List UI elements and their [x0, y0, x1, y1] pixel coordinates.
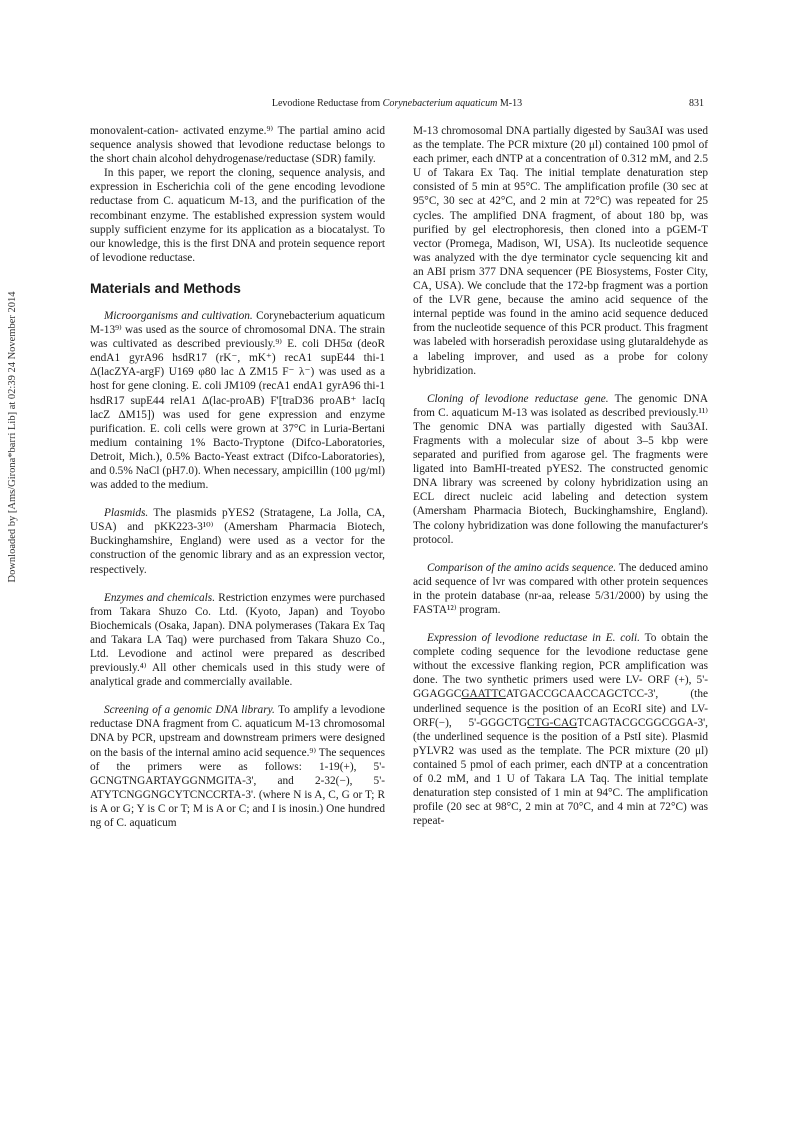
plasmids-paragraph [90, 506, 385, 576]
enzymes-heading: Enzymes and chemicals. [104, 591, 216, 604]
plasmids-heading: Plasmids. [104, 507, 149, 520]
page-number: 831 [689, 98, 704, 109]
enzymes-body: Restriction enzymes were purchased from Takara Shuzo Co. Ltd. (Kyoto, Japan) and Toyobo Biochemicals (Osaka, Japan). DNA polymerases (Takara Ex Taq and Takara LA Taq) were purchased from Takara Shuzo Co., Ltd. Levodione and actinol were prepared as described previously.⁴⁾ All other chemicals used in this study were of analytical grade and commercially available. [90, 591, 385, 689]
cloning-heading: Cloning of levodione reductase gene. [427, 392, 609, 405]
enzymes-paragraph [90, 591, 385, 690]
cloning-paragraph [413, 392, 708, 547]
intro-paragraph: In this paper, we report the cloning, sequence analysis, and expression in Escherichia coli of the gene encoding levodione reductase from C. aquaticum M-13, and the purification of the recombinant enzyme. The established expression system would supply sufficient enzyme for its application as a biocatalyst. To our knowledge, this is the first DNA and protein sequence report of levodione reductase. [90, 167, 385, 264]
section-heading-materials-methods: Materials and Methods [90, 279, 241, 296]
left-column [90, 124, 385, 830]
comparison-paragraph [413, 561, 708, 617]
download-watermark: Downloaded by [Ams/Girona*barri Lib] at 02:39 24 November 2014 [7, 291, 18, 583]
running-head-title-species: Corynebacterium aquaticum [382, 98, 498, 109]
comparison-heading: Comparison of the amino acids sequence. [427, 561, 617, 574]
ecori-site-sequence: GAATTC [461, 688, 506, 701]
screening-paragraph [90, 703, 385, 830]
expression-body-part1: To obtain the complete coding sequence for the levodione reductase gene without the excessive flanking region, PCR amplification was done. The two synthetic primers used were LV- ORF (+), 5'-GGAGGC [413, 632, 708, 701]
expression-paragraph [413, 631, 708, 828]
running-head-title-post: M-13 [497, 98, 523, 109]
expression-body-part2: ATGACCGCAACCAGCTCC-3', (the underlined sequence is the position of an EcoRI site) and LV- ORF(−), 5'-GGGCTG [413, 688, 708, 729]
cloning-body: The genomic DNA from C. aquaticum M-13 was isolated as described previously.¹¹⁾ The genomic DNA was partially digested with Sau3AI. Fragments with a molecular size of about 3–5 kbp were separated and purified from agarose gel. The fragments were ligated into BamHI-treated pYES2. The constructed genomic DNA library was screened by colony hybridization using an ECL direct nucleic acid labeling and detection system (Amersham Pharmacia Biotech, Buckinghamshire, England). The colony hybridization was done following the manufacturer's protocol. [413, 392, 708, 546]
plasmids-body: The plasmids pYES2 (Stratagene, La Jolla, CA, USA) and pKK223-3¹⁰⁾ (Amersham Pharmacia Biotech, Buckinghamshire, England) were used as a vector for the construction of the genomic library and as an expression vector, respectively. [90, 507, 385, 576]
expression-body-part3: TCAGTACGCGGCGGA-3', (the underlined sequence is the position of a PstI site). Plasmid pYLVR2 was used as the template. The PCR mixture (20 μl) contained 5 pmol of each primer, each dNTP at a concentration of 0.2 mM, and 1 U of Takara LA Taq. The initial template denaturation step consisted of 1 min at 94°C. The amplification profile (20 sec at 98°C, 2 min at 70°C, and 4 min at 72°C) was repeat- [413, 716, 708, 828]
microorganisms-paragraph [90, 309, 385, 492]
running-head-title-pre: Levodione Reductase from [271, 98, 383, 109]
screening-continuation: M-13 chromosomal DNA partially digested by Sau3AI was used as the template. The PCR mixture (20 μl) contained 100 pmol of each primer, each dNTP at a concentration of 0.312 mM, and 2.5 U of Takara Ex Taq. The initial template denaturation step consisted of 5 min at 95°C. The amplification profile (30 sec at 95°C, 30 sec at 42°C, and 2 min at 72°C) was repeated for 25 cycles. The amplified DNA fragment, of about 180 bp, was purified by gel electrophoresis, then cloned into a pGEM-T vector (Promega, Madison, WI, USA). Its nucleotide sequence was analyzed with the dye terminator cycle sequencing kit and an ABI prism 377 DNA sequencer (PE Biosystems, Foster City, CA, USA). We conclude that the 172-bp fragment was a portion of the LVR gene, because the amino acid sequence of the internal peptide was found in the amino acid sequence deduced from the nucleotide sequence of this PCR product. This fragment was labeled with horseradish peroxidase using glutaraldehyde as a labeling improver, and used as a probe for colony hybridization. [413, 125, 708, 377]
expression-heading: Expression of levodione reductase in E. coli. [427, 632, 641, 645]
running-head-title [90, 98, 704, 109]
microorganisms-body: Corynebacterium aquaticum M-13⁹⁾ was used as the source of chromosomal DNA. The strain was cultivated as described previously.⁹⁾ E. coli DH5α (deoR endA1 gyrA96 hsdR17 (rK⁻, mK⁺) recA1 supE44 thi-1 Δ(lacZYA-argF) U169 φ80 lac Δ ZM15 F⁻ λ⁻) was used as a host for gene cloning. E. coli JM109 (recA1 endA1 gyrA96 thi-1 hsdR17 supE44 relA1 Δ(lac-proAB) F'[traD36 proAB⁺ lacIq lacZ ΔM15]) was used for gene expression and enzyme purification. E. coli cells were grown at 37°C in Luria-Bertani medium containing 1% Bacto-Tryptone (Difco-Laboratories, Detroit, Mich.), 0.5% Bacto-Yeast extract (Difco-Laboratories), and 0.5% NaCl (pH7.0). When necessary, ampicillin (100 μg/ml) was added to the medium. [90, 309, 385, 492]
right-column [413, 124, 708, 828]
comparison-body: The deduced amino acid sequence of lvr was compared with other protein sequences in the protein database (nr-aa, release 5/31/2000) by using the FASTA¹²⁾ program. [413, 561, 708, 616]
microorganisms-heading: Microorganisms and cultivation. [104, 309, 253, 322]
screening-heading: Screening of a genomic DNA library. [104, 704, 275, 717]
screening-body: To amplify a levodione reductase DNA fragment from C. aquaticum M-13 chromosomal DNA by PCR, upstream and downstream primers were designed on the basis of the internal amino acid sequence.⁹⁾ The sequences of the primers were as follows: 1-19(+), 5'-GCNGTNGARTAYGGNMGITA-3', and 2-32(−), 5'-ATYTCNGGNGCYTCNCCRTA-3'. (where N is A, C, G or T; R is A or G; Y is C or T; M is A or C; and I is inosin.) One hundred ng of C. aquaticum [90, 704, 385, 830]
intro-continuation: monovalent-cation- activated enzyme.⁹⁾ The partial amino acid sequence analysis showed that levodione reductase belongs to the short chain alcohol dehydrogenase/reductase (SDR) family. [90, 125, 385, 166]
psti-site-sequence: CTG-CAG [527, 716, 578, 729]
running-head [90, 98, 704, 112]
